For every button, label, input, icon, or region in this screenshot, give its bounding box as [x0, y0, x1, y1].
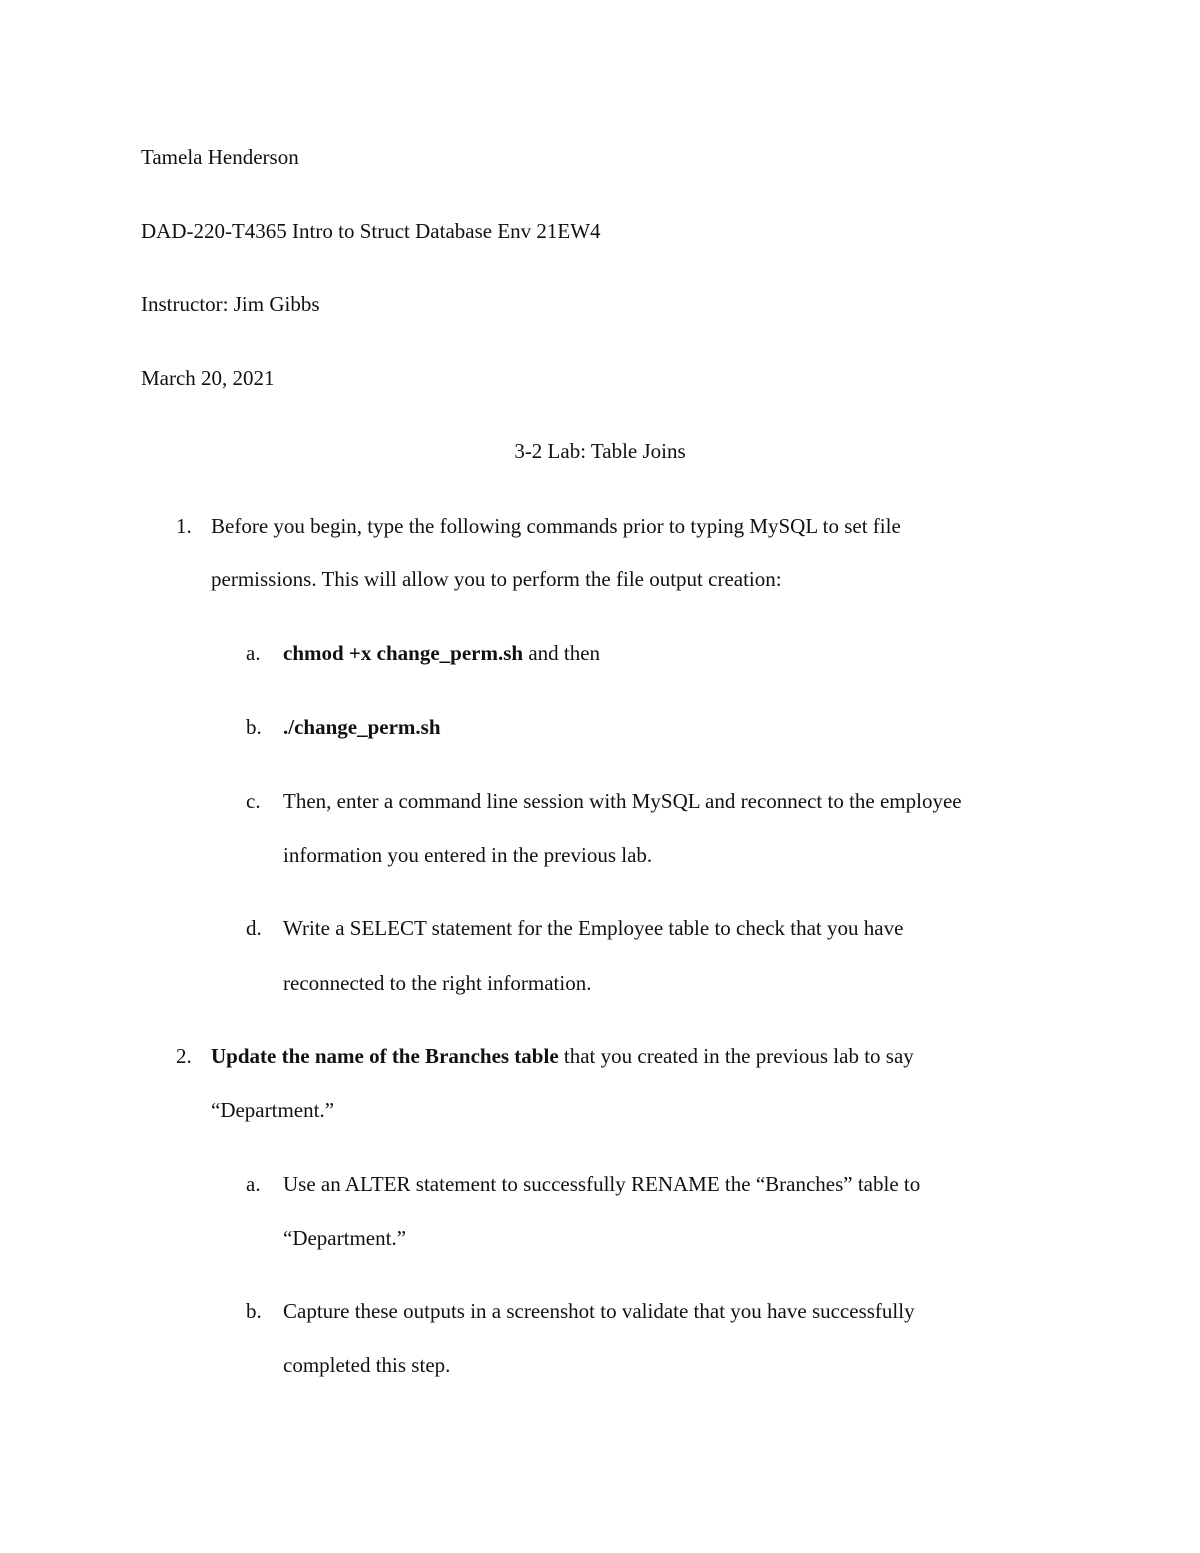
list-item-rest: that you created in the previous lab to say [558, 1044, 914, 1068]
sub-item-text: completed this step. [283, 1353, 451, 1377]
list-item-text: “Department.” [211, 1098, 335, 1122]
sub-item-text: Write a SELECT statement for the Employee table to check that you have [283, 916, 904, 940]
sub-item-text: Then, enter a command line session with MySQL and reconnect to the employee [283, 789, 962, 813]
list-item-text: permissions. This will allow you to perform the file output creation: [211, 567, 782, 591]
sub-item-text: information you entered in the previous lab. [283, 843, 653, 867]
course-name: DAD-220-T4365 Intro to Struct Database Env 21EW4 [141, 219, 601, 243]
sub-item-text: Capture these outputs in a screenshot to validate that you have successfully [283, 1299, 915, 1323]
author-name: Tamela Henderson [141, 145, 299, 169]
command-text: chmod +x change_perm.sh [283, 641, 524, 665]
sub-item-trailing-text: and then [523, 641, 601, 665]
sub-item-text: Use an ALTER statement to successfully RENAME the “Branches” table to [283, 1172, 921, 1196]
list-item-text: Before you begin, type the following commands prior to typing MySQL to set file [211, 514, 901, 538]
command-text: ./change_perm.sh [283, 715, 441, 739]
sub-list-marker: b. [246, 715, 262, 739]
sub-list-marker: a. [246, 1172, 261, 1196]
emphasis-text: Update the name of the Branches table [211, 1044, 559, 1068]
sub-item-text [283, 641, 600, 665]
document-date: March 20, 2021 [141, 366, 275, 390]
sub-list-marker: b. [246, 1299, 262, 1323]
sub-item-text: “Department.” [283, 1226, 407, 1250]
list-marker: 1. [176, 514, 192, 538]
sub-item-text [283, 715, 441, 739]
instructor-name: Instructor: Jim Gibbs [141, 292, 320, 316]
sub-item-text: reconnected to the right information. [283, 971, 592, 995]
list-item-text [211, 1044, 914, 1068]
sub-list-marker: d. [246, 916, 262, 940]
sub-list-marker: c. [246, 789, 261, 813]
list-marker: 2. [176, 1044, 192, 1068]
sub-list-marker: a. [246, 641, 261, 665]
document-title: 3-2 Lab: Table Joins [514, 439, 686, 463]
